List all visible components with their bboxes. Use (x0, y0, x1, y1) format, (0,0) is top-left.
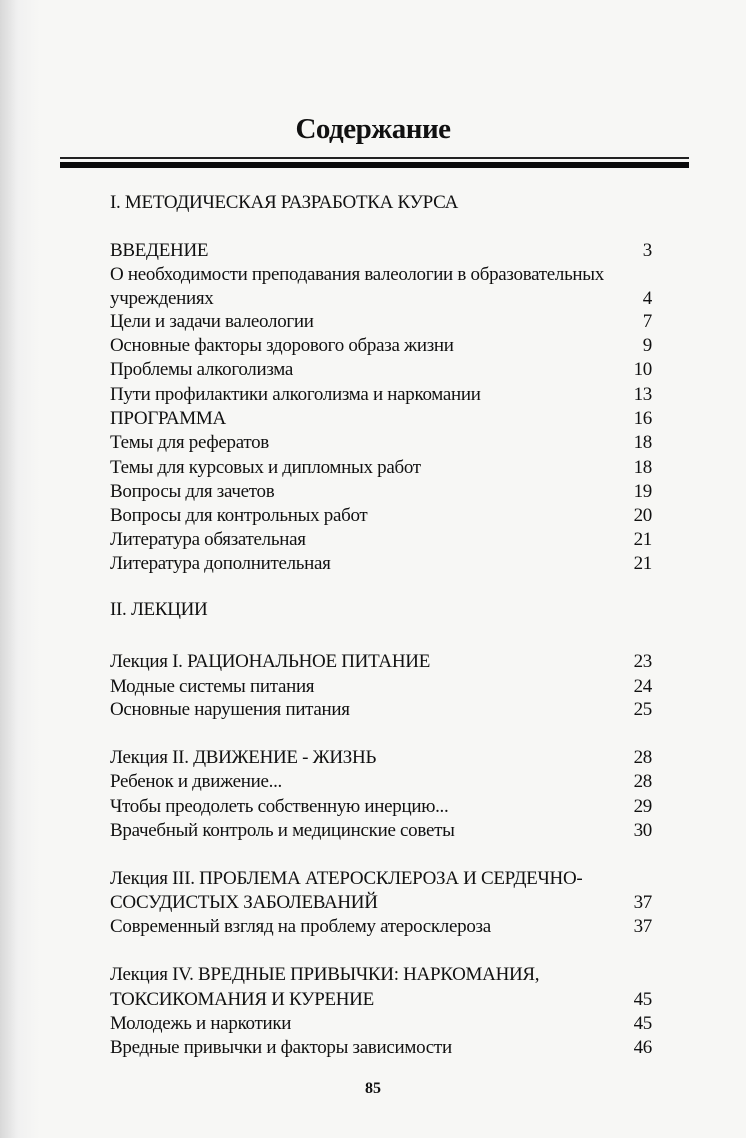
toc-entry-title: ТОКСИКОМАНИЯ И КУРЕНИЕ (110, 989, 374, 1010)
toc-entry (110, 240, 652, 262)
toc-entry (110, 868, 652, 890)
toc-entry (110, 335, 652, 357)
toc-entry-page: 9 (642, 335, 652, 356)
toc-entry (110, 359, 652, 381)
toc-entry-title: Лекция II. ДВИЖЕНИЕ - ЖИЗНЬ (110, 747, 377, 768)
toc-entry-title: ПРОГРАММА (110, 408, 226, 429)
toc-entry (110, 432, 652, 454)
toc-entry-page: 4 (642, 288, 652, 309)
toc-entry-page: 45 (633, 1013, 652, 1034)
section-heading: I. МЕТОДИЧЕСКАЯ РАЗРАБОТКА КУРСА (110, 192, 458, 213)
toc-entry-page: 18 (633, 432, 652, 453)
toc-entry-page: 37 (633, 892, 652, 913)
section-heading: II. ЛЕКЦИИ (110, 599, 208, 620)
toc-entry-title: О необходимости преподавания валеологии в образовательных (110, 264, 604, 285)
toc-entry-page: 37 (633, 916, 652, 937)
toc-entry (110, 1013, 652, 1035)
toc-entry (110, 408, 652, 430)
toc-entry (110, 771, 652, 793)
toc-entry-page: 7 (642, 311, 652, 332)
toc-entry (110, 457, 652, 479)
toc-entry-page: 21 (633, 529, 652, 550)
toc-entry-title: Проблемы алкоголизма (110, 359, 293, 380)
toc-entry (110, 699, 652, 721)
toc-entry-title: Вопросы для зачетов (110, 481, 275, 502)
toc-entry-title: Лекция IV. ВРЕДНЫЕ ПРИВЫЧКИ: НАРКОМАНИЯ, (110, 964, 540, 985)
toc-entry-title: Литература обязательная (110, 529, 306, 550)
toc-entry (110, 651, 652, 673)
toc-entry-page: 24 (633, 676, 652, 697)
toc-entry (110, 264, 652, 286)
toc-entry-title: Пути профилактики алкоголизма и наркомании (110, 384, 481, 405)
toc-entry-title: учреждениях (110, 288, 214, 309)
toc-entry-title: Основные факторы здорового образа жизни (110, 335, 454, 356)
toc-entry-title: Вопросы для контрольных работ (110, 505, 368, 526)
title-divider-thin (60, 157, 689, 159)
toc-entry (110, 505, 652, 527)
toc-entry-title: Лекция III. ПРОБЛЕМА АТЕРОСКЛЕРОЗА И СЕРДЕЧНО- (110, 868, 583, 889)
title-divider-thick (60, 162, 689, 168)
toc-entry-title: Лекция I. РАЦИОНАЛЬНОЕ ПИТАНИЕ (110, 651, 431, 672)
toc-entry-title: Вредные привычки и факторы зависимости (110, 1037, 452, 1058)
toc-entry-page: 19 (633, 481, 652, 502)
toc-entry-title: Цели и задачи валеологии (110, 311, 314, 332)
toc-entry-title: СОСУДИСТЫХ ЗАБОЛЕВАНИЙ (110, 892, 378, 913)
toc-entry-page: 10 (633, 359, 652, 380)
toc-entry-title: Темы для курсовых и дипломных работ (110, 457, 421, 478)
toc-entry-title: Темы для рефератов (110, 432, 269, 453)
toc-entry-page: 21 (633, 553, 652, 574)
toc-entry-title: Молодежь и наркотики (110, 1013, 292, 1034)
toc-entry-page: 29 (633, 796, 652, 817)
toc-entry (110, 288, 652, 310)
toc-entry-page: 16 (633, 408, 652, 429)
toc-entry-title: Современный взгляд на проблему атеросклероза (110, 916, 491, 937)
toc-entry-title: Врачебный контроль и медицинские советы (110, 820, 455, 841)
toc-entry (110, 1037, 652, 1059)
toc-entry-page: 3 (642, 240, 652, 261)
toc-entry-title: Литература дополнительная (110, 553, 331, 574)
toc-entry-title: Чтобы преодолеть собственную инерцию... (110, 796, 449, 817)
toc-entry (110, 553, 652, 575)
page-number: 85 (365, 1080, 381, 1097)
toc-entry (110, 964, 652, 986)
toc-entry (110, 989, 652, 1011)
toc-entry (110, 384, 652, 406)
toc-entry-page: 18 (633, 457, 652, 478)
toc-entry-page: 30 (633, 820, 652, 841)
toc-entry-page: 23 (633, 651, 652, 672)
page-title: Содержание (295, 113, 451, 145)
toc-entry (110, 747, 652, 769)
toc-entry-page: 20 (633, 505, 652, 526)
toc-entry-page: 28 (633, 747, 652, 768)
toc-entry (110, 820, 652, 842)
toc-entry-page: 45 (633, 989, 652, 1010)
toc-entry (110, 676, 652, 698)
toc-entry (110, 311, 652, 333)
toc-entry-title: Ребенок и движение... (110, 771, 283, 792)
toc-entry-page: 13 (633, 384, 652, 405)
toc-entry-page: 25 (633, 699, 652, 720)
toc-entry-page: 28 (633, 771, 652, 792)
toc-entry (110, 481, 652, 503)
toc-entry (110, 916, 652, 938)
toc-entry-page: 46 (633, 1037, 652, 1058)
toc-entry (110, 892, 652, 914)
toc-entry-title: ВВЕДЕНИЕ (110, 240, 209, 261)
toc-entry (110, 529, 652, 551)
toc-entry (110, 796, 652, 818)
toc-entry-title: Основные нарушения питания (110, 699, 350, 720)
toc-entry-title: Модные системы питания (110, 676, 315, 697)
